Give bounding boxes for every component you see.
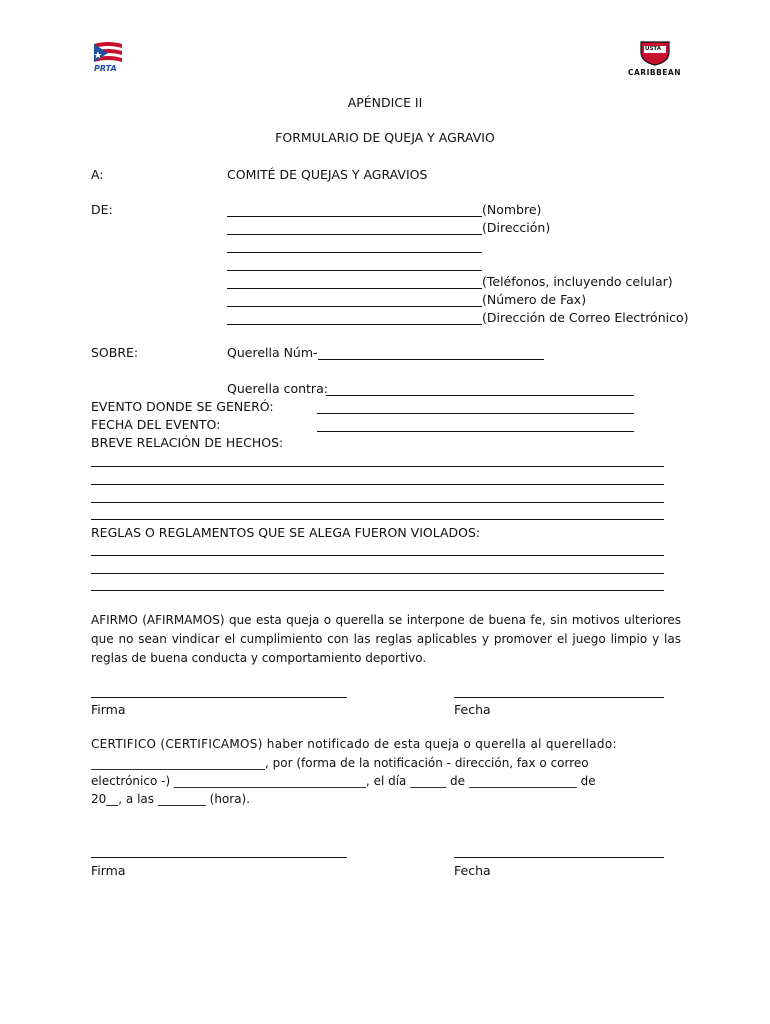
- prta-logo-text: PRTA: [94, 64, 117, 73]
- email-caption: (Dirección de Correo Electrónico): [482, 310, 689, 325]
- signature-label-1: Firma: [91, 702, 126, 717]
- certification-line-4: 20__, a las ________ (hora).: [91, 792, 251, 806]
- form-title: FORMULARIO DE QUEJA Y AGRAVIO: [275, 130, 495, 145]
- appendix-heading: APÉNDICE II: [347, 95, 423, 110]
- facts-line-3[interactable]: [91, 502, 664, 503]
- date-line-2[interactable]: [454, 857, 664, 858]
- name-line[interactable]: [227, 216, 482, 217]
- complaint-against-line[interactable]: [326, 395, 634, 396]
- rules-label: REGLAS O REGLAMENTOS QUE SE ALEGA FUERON VIOLADOS:: [91, 525, 481, 540]
- complaint-number-line[interactable]: [318, 359, 544, 360]
- caribbean-text: CARIBBEAN: [628, 68, 682, 77]
- usta-shield-icon: [639, 40, 671, 66]
- usta-caribbean-logo: [626, 38, 684, 80]
- phones-line[interactable]: [227, 288, 482, 289]
- rules-line-1[interactable]: [91, 555, 664, 556]
- fax-line[interactable]: [227, 306, 482, 307]
- address-caption: (Dirección): [482, 220, 551, 235]
- certification-line-1: CERTIFICO (CERTIFICAMOS) haber notificado de esta queja o querella al querellado:: [91, 737, 617, 751]
- affirmation-paragraph: AFIRMO (AFIRMAMOS) que esta queja o querella se interpone de buena fe, sin motivos ulteriores que no sean vindicar el cumplimiento con las reglas aplicables y promover el juego limpio y las reglas de buena conducta y comportamiento deportivo.: [91, 613, 681, 665]
- date-label-1: Fecha: [454, 702, 491, 717]
- signature-line-1[interactable]: [91, 697, 347, 698]
- facts-line-4[interactable]: [91, 519, 664, 520]
- event-date-line[interactable]: [317, 431, 634, 432]
- date-line-1[interactable]: [454, 697, 664, 698]
- facts-line-2[interactable]: [91, 484, 664, 485]
- prta-logo: [88, 38, 138, 78]
- event-origin-label: EVENTO DONDE SE GENERÓ:: [91, 399, 274, 414]
- about-label: SOBRE:: [91, 345, 139, 360]
- address-line-3[interactable]: [227, 270, 482, 271]
- event-date-label: FECHA DEL EVENTO:: [91, 417, 221, 432]
- to-label: A:: [91, 167, 104, 182]
- phones-caption: (Teléfonos, incluyendo celular): [482, 274, 673, 289]
- certification-line-3: electrónico -) ________________________________, el día ______ de __________________ de: [91, 774, 596, 788]
- event-origin-line[interactable]: [317, 413, 634, 414]
- fax-caption: (Número de Fax): [482, 292, 587, 307]
- certification-line-2: _____________________________, por (forma de la notificación - dirección, fax o correo: [91, 756, 589, 770]
- address-line-2[interactable]: [227, 252, 482, 253]
- email-line[interactable]: [227, 324, 482, 325]
- from-label: DE:: [91, 202, 113, 217]
- signature-line-2[interactable]: [91, 857, 347, 858]
- rules-line-3[interactable]: [91, 590, 664, 591]
- address-line[interactable]: [227, 234, 482, 235]
- name-caption: (Nombre): [482, 202, 542, 217]
- complaint-number-label: Querella Núm-: [227, 345, 318, 360]
- rules-line-2[interactable]: [91, 573, 664, 574]
- facts-label: BREVE RELACIÓN DE HECHOS:: [91, 435, 284, 450]
- usta-badge-text: USTA: [645, 46, 662, 52]
- signature-label-2: Firma: [91, 863, 126, 878]
- date-label-2: Fecha: [454, 863, 491, 878]
- complaint-against-label: Querella contra:: [227, 381, 328, 396]
- to-value: COMITÉ DE QUEJAS Y AGRAVIOS: [227, 167, 428, 182]
- facts-line-1[interactable]: [91, 466, 664, 467]
